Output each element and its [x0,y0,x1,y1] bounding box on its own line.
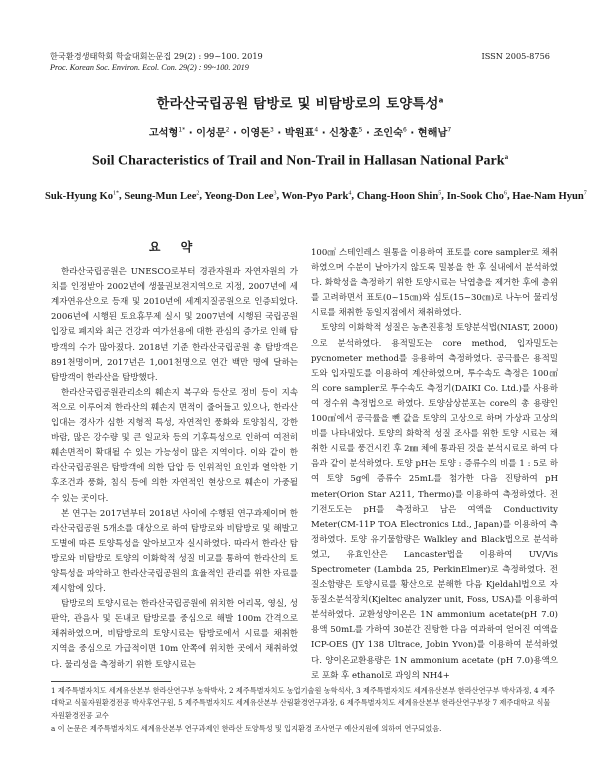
affiliation-footnote: 1 제주특별자치도 세계유산본부 한라산연구부 농학박사, 2 제주특별자치도 농업기술원 농학석사, 3 제주특별자치도 세계유산본부 한라산연구부 박사과정, 4 제주대학교 식물자원환경전공 박사후연구원, 5 제주특별자치도 세계유산본부 산림환경연구과장, 6 제주특별자치도 세계유산본부 한라산연구부장 7 제주대학교 식물자원환경전공 교수 [51,686,555,720]
author [282,191,352,202]
running-header [50,50,550,74]
title-ko-footnote-mark: a [438,96,444,105]
author [373,128,406,139]
author-separator: , [351,190,357,202]
footnote-divider [51,681,171,682]
author-affiliation-mark: 1* [178,126,186,134]
abstract-paragraph: 토양의 이화학적 성질은 농촌진흥청 토양분석법(NIAST, 2000)으로 분석하였다. 용적밀도는 core method, 입자밀도는 pycnometer method를 응용하여 측정하였다. 공극률은 용적밀도와 입자밀도를 이용하여 계산하였으며, 투수속도 측정은 100㎤의 core sampler로 투수속도 측정기(DAIKI Co. Ltd.)를 사용하여 정수위 측정법으로 하였다. 토양삼상분포는 core의 총 용량인 100㎤에서 공극률을 뺀 값을 토양의 고상으로 하며 가상과 고상의 비를 나타내었다. 토양의 화학적 성질 조사를 위한 토양 시료는 채취한 시료를 풍건시킨 후 2㎜ 체에 통과된 것을 분석시료로 하여 다음과 같이 분석하였다. 토양 pH는 토양 : 증류수의 비를 1 : 5로 하여 토양 5g에 증류수 25mL를 첨가한 다음 진탕하여 pH meter(Orion Star A211, Thermo)를 이용하여 측정하였다. 전기전도도는 pH를 측정하고 남은 여액을 Conductivity Meter(CM-11P TOA Electronics Ltd., Japan)를 이용하여 측정하였다. 토양 유기물함량은 Walkley and Black법으로 분석하였고, 유효인산은 Lancaster법을 이용하여 UV/Vis Spectrometer (Lambda 25, PerkinElmer)로 측정하였다. 전질소함량은 토양시료를 황산으로 분해한 다음 Kjeldahl법으로 자동질소분석장치(Kjeltec analyzer unit, Foss, USA)를 이용하여 분석하였다. 교환성양이온은 1N ammonium acetate(pH 7.0)용액 50mL를 가하여 30분간 진탕한 다음 여과하여 얻어진 여액을 ICP-OES (JY 138 Ultrace, Jobin Yvon)를 이용하여 분석하였다. 양이온교환용량은 1N ammonium acetate (pH 7.0)용액으로 포화 후 ethanol로 과잉의 NH4+ [311,323,558,681]
abstract-paragraph: 본 연구는 2017년부터 2018년 사이에 수행된 연구과제이며 한라산국립공원 5개소를 대상으로 하여 탐방로와 비탐방로 및 해발고도별에 따른 토양특성을 알아보고자 실시하였다. 따라서 한라산 탐방로와 비탐방로 토양의 이화학적 성질 비교를 통하여 한라산의 토양특성을 파악하고 한라산국립공원의 효율적인 관리를 위한 자료를 제시함에 있다. [51,508,298,595]
author-name: 고석형 [148,128,179,139]
abstract-paragraph: 탐방로의 토양시료는 한라산국립공원에 위치한 어리목, 영실, 성판악, 관음사 및 돈내코 탐방로를 중심으로 해발 100m 간격으로 채취하였으며, 비탐방로의 토양시료는 탐방로에서 시료를 채취한 지역을 중심으로 가급적이면 10m 안쪽에 위치한 곳에서 채취하였다. 물리성을 측정하기 위한 토양시료는 [51,599,298,670]
paper-title-ko-text: 한라산국립공원 탐방로 및 비탐방로의 토양특성 [156,97,439,112]
author-name: 신창훈 [329,128,359,139]
author-separator: , [119,190,125,202]
author-affiliation-mark: 4 [314,126,319,134]
author [240,128,273,139]
author-name: Hae-Nam Hyun [512,190,584,202]
author-affiliation-mark: 1* [113,190,120,196]
author [45,191,119,202]
author [196,128,229,139]
author-affiliation-mark: 3 [270,126,274,134]
author-name: Suk-Hyung Ko [45,190,114,202]
abstract-paragraph: 한라산국립공원관리소의 훼손지 복구와 등산로 정비 등이 지속적으로 이루어져 한라산의 훼손지 면적이 줄어들고 있으나, 한라산입대는 경사가 심한 지형적 특성, 자연적인 풍화와 토양침식, 강한 바람, 많은 강수량 및 큰 일교차 등의 기후특성으로 인하여 여전히 훼손면적이 확대될 수 있는 가능성이 많은 지역이다. 이와 같이 한라산국립공원은 탐방객에 의한 답압 등 인위적인 요인과 열악한 기후조건과 풍화, 침식 등에 의한 자연적인 현상으로 훼손이 가중될 수 있는 곳이다. [51,387,298,504]
author-separator: · [229,128,241,139]
author-list-ko [30,124,570,139]
author [447,191,507,202]
paper-title-en [30,153,570,170]
author-affiliation-mark: 7 [447,126,452,134]
author [329,128,362,139]
author-name: 이성문 [196,128,226,139]
author-separator: · [318,128,330,139]
author-affiliation-mark: 6 [403,126,407,134]
author-affiliation-mark: 4 [348,190,352,196]
author-separator: · [273,128,285,139]
author-name: Chang-Hoon Shin [356,190,439,202]
author-name: 박원표 [284,128,315,139]
author-name: Yeong-Don Lee [204,190,274,202]
author-affiliation-mark: 5 [358,126,363,134]
abstract-paragraph: 한라산국립공원은 UNESCO로부터 경관자원과 자연자원의 가치를 인정받아 2002년에 생물권보전지역으로 지정, 2007년에 세계자연유산으로 등재 및 2010년에 세계지질공원으로 인증되었다. 2006년에 시행된 토요휴무제 실시 및 2007년에 시행된 국립공원 입장료 폐지와 최근 건강과 여가선용에 대한 관심의 증가로 인해 탐방객의 수가 많아졌다. 2018년 기준 한라산국립공원 총 탐방객은 891천명이며, 2017년은 1,001천명으로 연간 백만 명에 달하는 탐방객이 한라산을 탐방했다. [51,267,298,383]
author-separator: , [506,190,513,202]
author [149,128,185,139]
author-separator: , [276,190,282,202]
author-affiliation-mark: 3 [273,190,277,196]
author-name: 조인숙 [373,128,403,139]
author-name: In-Sook Cho [446,190,504,202]
author [357,191,442,202]
author [418,128,451,139]
author-affiliation-mark: 2 [196,190,200,196]
author-name: 이영돈 [240,128,271,139]
author-name: Seung-Mun Lee [124,190,197,202]
author-affiliation-mark: 5 [438,190,442,196]
journal-citation-ko: 한국환경생태학회 학술대회논문집 29(2) : 99~100. 2019 [50,51,263,61]
author-affiliation-mark: 7 [583,190,587,196]
paper-title-ko [40,93,560,112]
paper-title-en-text: Soil Characteristics of Trail and Non-Trail in Hallasan National Park [91,153,505,169]
author [285,128,318,139]
author [124,191,199,202]
author-separator: · [362,128,374,139]
abstract-right-column [311,246,558,684]
author-affiliation-mark: 2 [225,126,230,134]
author-name: 현해남 [417,128,448,139]
journal-citation-en: Proc. Korean Soc. Environ. Ecol. Con. 29(2) : 99~100. 2019 [50,63,249,72]
funding-footnote: a 이 논문은 제주특별자치도 세계유산본부 연구과제인 한라산 토양특성 및 입지환경 조사연구 예산지원에 의하여 연구되었음. [51,724,442,734]
author-affiliation-mark: 6 [503,190,507,196]
footnotes [51,685,556,736]
issn: ISSN 2005-8756 [481,51,550,61]
author [204,191,276,202]
author-separator: , [441,190,447,202]
abstract-heading: 요 약 [148,240,201,254]
author-name: Won-Pyo Park [281,190,349,202]
author-separator: · [406,128,418,139]
author-separator: , [199,190,205,202]
abstract-left-column [51,240,298,673]
author-list-en [45,183,587,207]
author [512,191,587,202]
author-separator: · [185,128,197,139]
abstract-paragraph: 100㎤ 스테인레스 원통을 이용하여 표토를 core sampler로 채취하였으며 수분이 날아가지 않도록 밀봉을 한 후 실내에서 분석하였다. 화학성을 측정하기 위한 토양시료는 낙엽층을 제거한 후에 층위를 고려하면서 표토(0~15㎝)와 심토(15~30㎝)로 나누어 물리성 시료를 채취한 동일지점에서 채취하였다. [311,248,558,319]
title-en-footnote-mark: a [504,153,509,161]
